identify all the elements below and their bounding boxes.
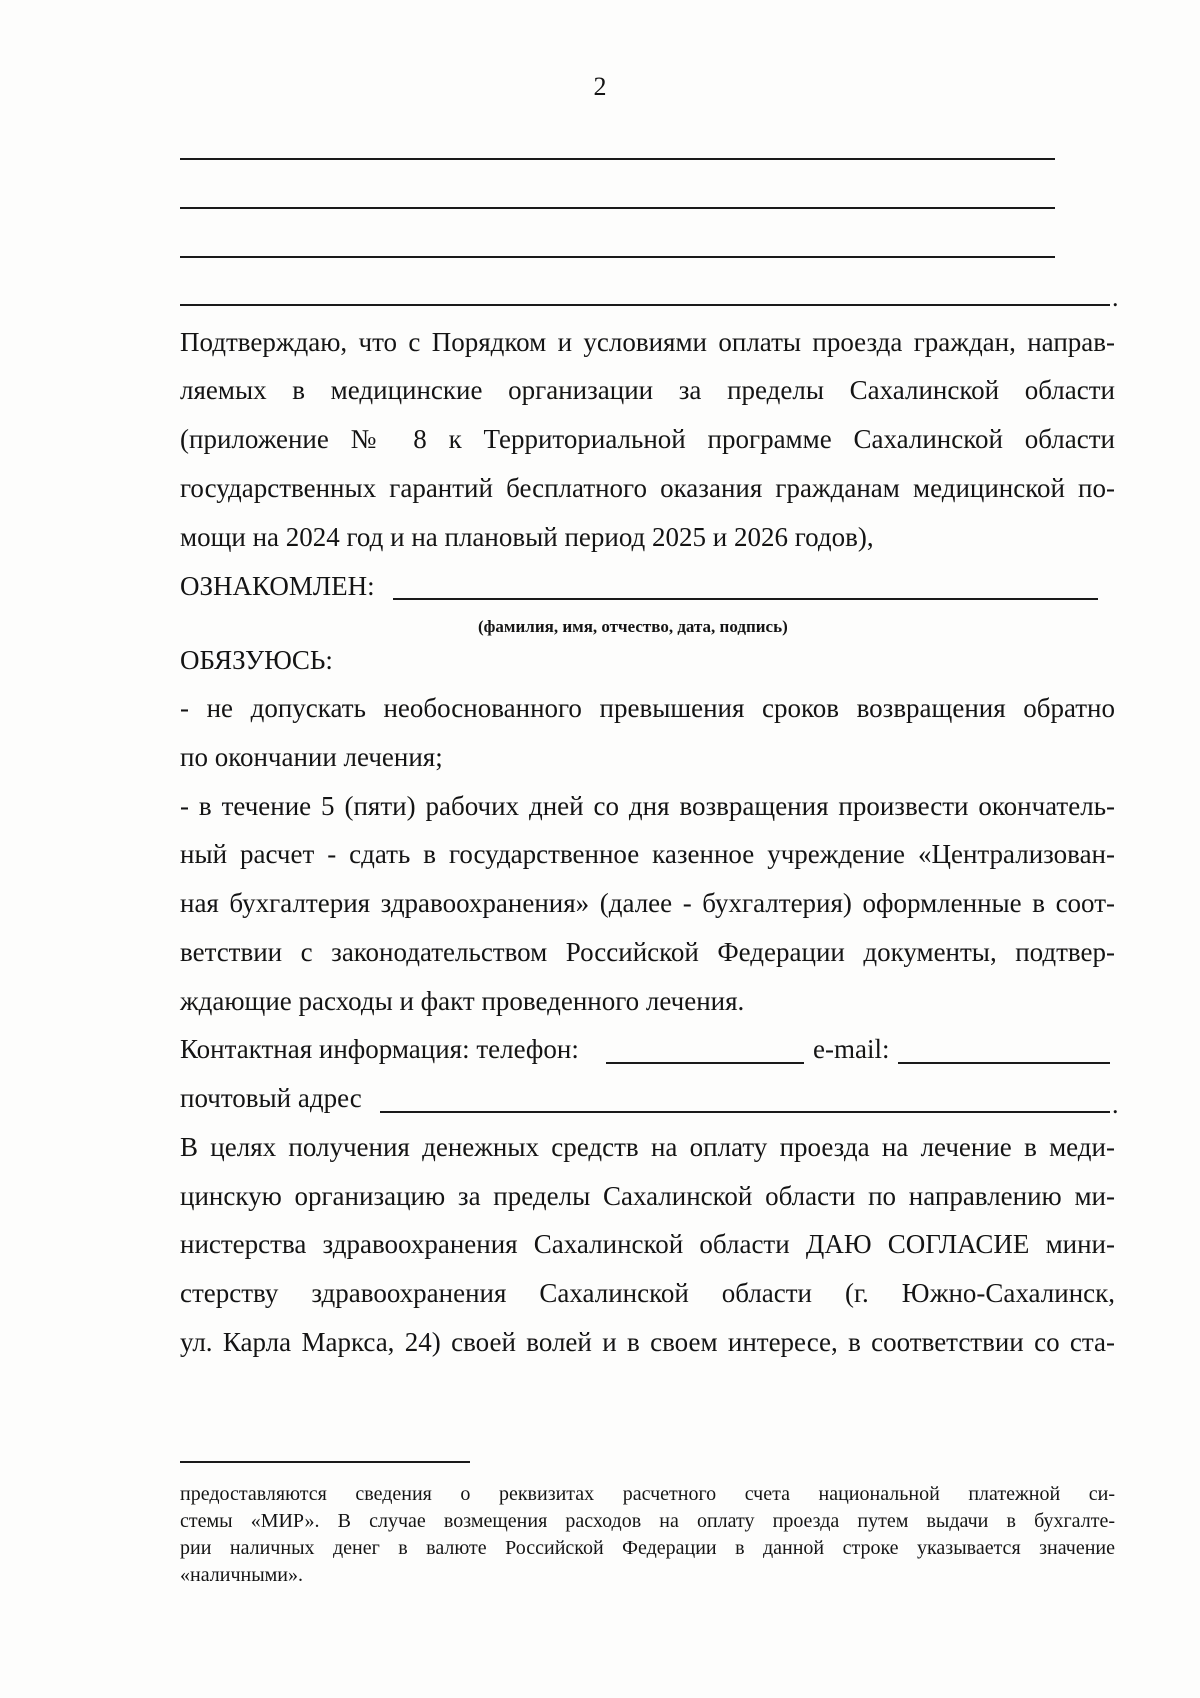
footnote-line: предоставляются сведения о реквизитах расчетного счета национальной платежной си-: [180, 1483, 1115, 1505]
page-number: 2: [593, 72, 607, 101]
period-mark: .: [1112, 283, 1119, 312]
consent-line: В целях получения денежных средств на оплату проезда на лечение в меди-: [180, 1132, 1115, 1162]
confirm-line: (приложение № 8 к Территориальной программе Сахалинской области: [180, 424, 1115, 454]
obligation-line: ветствии с законодательством Российской Федерации документы, подтвер-: [180, 937, 1115, 967]
footnote-line: рии наличных денег в валюте Российской Федерации в данной строке указывается значение: [180, 1537, 1115, 1559]
obligation-line: ждающие расходы и факт проведенного лечения.: [180, 986, 745, 1016]
confirm-line: Подтверждаю, что с Порядком и условиями оплаты проезда граждан, направ-: [180, 327, 1115, 357]
footnote-line: «наличными».: [180, 1564, 303, 1586]
email-field-line: [898, 1062, 1110, 1064]
confirm-line: мощи на 2024 год и на плановый период 2025 и 2026 годов),: [180, 522, 874, 552]
acquainted-label: ОЗНАКОМЛЕН:: [180, 571, 375, 601]
signature-caption: (фамилия, имя, отчество, дата, подпись): [478, 617, 788, 636]
obligation-line: по окончании лечения;: [180, 742, 443, 772]
blank-line-2: [180, 207, 1055, 209]
confirm-line: ляемых в медицинские организации за пределы Сахалинской области: [180, 375, 1115, 405]
email-label: e-mail:: [813, 1034, 890, 1064]
consent-line: ул. Карла Маркса, 24) своей волей и в своем интересе, в соответствии со ста-: [180, 1327, 1115, 1357]
address-label: почтовый адрес: [180, 1083, 362, 1113]
obligation-line: - не допускать необоснованного превышения сроков возвращения обратно: [180, 693, 1115, 723]
blank-line-1: [180, 158, 1055, 160]
footnote-separator: [180, 1461, 470, 1463]
consent-line: стерству здравоохранения Сахалинской области (г. Южно-Сахалинск,: [180, 1278, 1115, 1308]
address-period: .: [1112, 1090, 1119, 1119]
consent-line: нистерства здравоохранения Сахалинской области ДАЮ СОГЛАСИЕ мини-: [180, 1229, 1115, 1259]
blank-line-4: [180, 304, 1110, 306]
obligation-line: ная бухгалтерия здравоохранения» (далее - бухгалтерия) оформленные в соот-: [180, 888, 1115, 918]
footnote-line: стемы «МИР». В случае возмещения расходов на оплату проезда путем выдачи в бухгалте-: [180, 1510, 1115, 1532]
obligation-line: - в течение 5 (пяти) рабочих дней со дня возвращения произвести окончатель-: [180, 791, 1115, 821]
blank-line-3: [180, 256, 1055, 258]
address-field-line: [380, 1111, 1110, 1113]
phone-field-line: [606, 1062, 804, 1064]
obligations-heading: ОБЯЗУЮСЬ:: [180, 645, 333, 675]
confirm-line: государственных гарантий бесплатного оказания гражданам медицинской по-: [180, 473, 1115, 503]
consent-line: цинскую организацию за пределы Сахалинской области по направлению ми-: [180, 1181, 1115, 1211]
signature-line: [393, 598, 1098, 600]
contact-phone-label: Контактная информация: телефон:: [180, 1034, 579, 1064]
obligation-line: ный расчет - сдать в государственное казенное учреждение «Централизован-: [180, 839, 1115, 869]
